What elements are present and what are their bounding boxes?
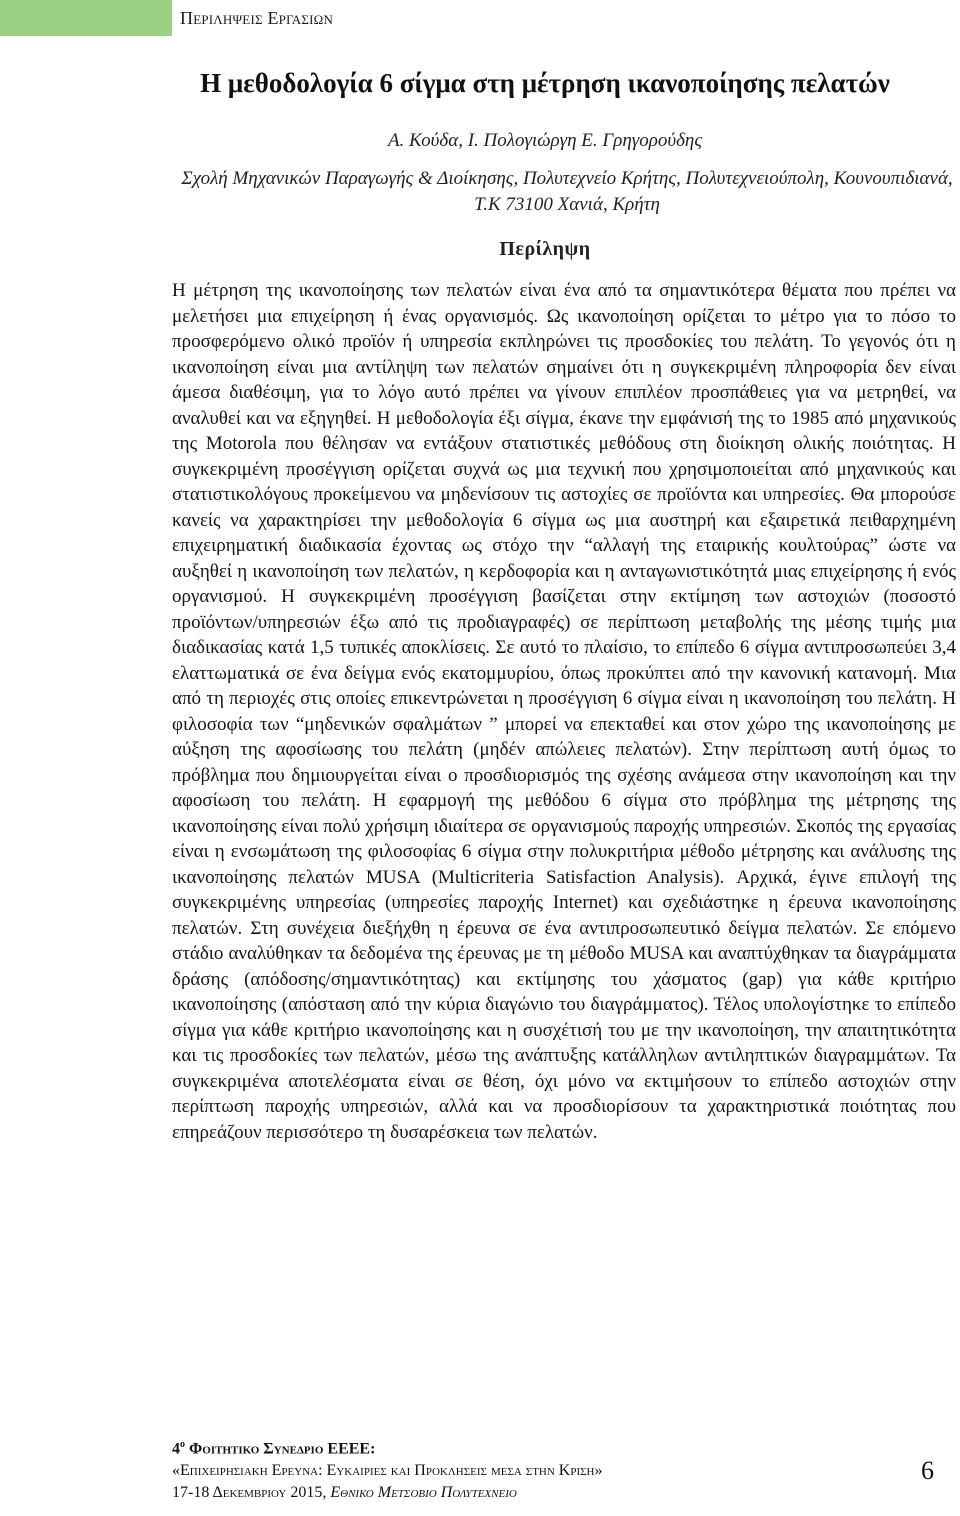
footer-conference-line [172,1434,960,1460]
paper-authors: Α. Κούδα, Ι. Πολογιώργη Ε. Γρηγορούδης [387,130,703,151]
page-number: 6 [921,1456,934,1485]
footer-dates: 17-18 Δεκεμβριου 2015, [172,1484,331,1502]
footer-conference-number: 4 [172,1440,180,1458]
header-color-bar [0,0,172,36]
paper-affiliation: Σχολή Μηχανικών Παραγωγής & Διοίκησης, Πολυτεχνείο Κρήτης, Πολυτεχνειούπολη, Κουνουπιδιανά, Τ.Κ 73100 Χανιά, Κρήτη [181,168,953,215]
abstract-heading: Περίληψη [499,238,591,260]
footer-conference-sup: ο [180,1439,185,1450]
section-label: Περιληψεισ Εργασιων [180,8,334,28]
footer-date-venue [172,1482,960,1504]
abstract-body: Η μέτρηση της ικανοποίησης των πελατών είναι ένα από τα σημαντικότερα θέματα που πρέπει να μελετήσει μια επιχείρηση ή ένας οργανισμός. Ως ικανοποίηση ορίζεται το μέτρο για το πόσο το προσφερόμενο ολικό προϊόν ή υπηρεσία εκπληρώνει τις προσδοκίες του πελάτη. Το γεγονός ότι η ικανοποίηση είναι μια αντίληψη των πελατών σημαίνει ότι η συγκεκριμένη πληροφορία δεν είναι άμεσα διαθέσιμη, για το λόγο αυτό πρέπει να γίνουν επιπλέον προσπάθειες για να μετρηθεί, να αναλυθεί και να εξηγηθεί. Η μεθοδολογία έξι σίγμα, έκανε την εμφάνισή της το 1985 από μηχανικούς της Motorola που θέλησαν να εντάξουν στατιστικές μεθόδους στη διοίκηση ολικής ποιότητας. Η συγκεκριμένη προσέγγιση ορίζεται συχνά ως μια τεχνική που χρησιμοποιείται από μηχανικούς και στατιστικολόγους προκείμενου να μηδενίσουν τις αστοχίες σε προϊόντα και υπηρεσίες. Θα μπορούσε κανείς να χαρακτηρίσει την μεθοδολογία 6 σίγμα ως μια αυστηρή και εξαιρετικά πειθαρχημένη επιχειρηματική διαδικασία έχοντας ως στόχο την “αλλαγή της εταιρικής κουλτούρας” ώστε να αυξηθεί η ικανοποίηση των πελατών, η κερδοφορία και η ανταγωνιστικότητά μιας επιχείρησης ή ενός οργανισμού. Η συγκεκριμένη προσέγγιση βασίζεται στην εκτίμηση των αστοχιών (ποσοστό προϊόντων/υπηρεσιών έξω από τις προδιαγραφές) σε περίπτωση μεταβολής της μέσης τιμής μια διαδικασίας κατά 1,5 τυπικές αποκλίσεις. Σε αυτό το πλαίσιο, το επίπεδο 6 σίγμα αντιπροσωπεύει 3,4 ελαττωματικά σε ένα δείγμα ενός εκατομμυρίου, όπως προκύπτει από την κανονική κατανομή. Μια από τη περιοχές στις οποίες επικεντρώνεται η προσέγγιση 6 σίγμα είναι η ικανοποίηση του πελάτη. Η φιλοσοφία των “μηδενικών σφαλμάτων ” μπορεί να επεκταθεί και στον χώρο της ικανοποίησης με αύξηση της αφοσίωσης του πελάτη (μηδέν απώλειες πελατών). Στην περίπτωση αυτή όμως το πρόβλημα που δημιουργείται είναι ο προσδιορισμός της σχέσης ανάμεσα στην ικανοποίηση και την αφοσίωση του πελάτη. Η εφαρμογή της μεθόδου 6 σίγμα στο πρόβλημα της μέτρησης της ικανοποίησης είναι πολύ χρήσιμη ιδιαίτερα σε οργανισμούς παροχής υπηρεσιών. Σκοπός της εργασίας είναι η ενσωμάτωση της φιλοσοφίας 6 σίγμα στην πολυκριτήρια μέθοδο μέτρησης και ανάλυσης της ικανοποίησης πελατών MUSA (Multicriteria Satisfaction Analysis). Αρχικά, έγινε επιλογή της συγκεκριμένης υπηρεσίας (υπηρεσίες παροχής Internet) και σχεδιάστηκε η έρευνα ικανοποίησης πελατών. Στη συνέχεια διεξήχθη η έρευνα σε ένα αντιπροσωπευτικό δείγμα πελατών. Σε επόμενο στάδιο αναλύθηκαν τα δεδομένα της έρευνας με τη μέθοδο MUSA και αναπτύχθηκαν τα διαγράμματα δράσης (απόδοσης/σημαντικότητας) και εκτίμησης του χάσματος (gap) για κάθε κριτήριο ικανοποίησης (απόσταση από την κύρια διαγώνιο του διαγράμματος). Τέλος υπολογίστηκε το επίπεδο σίγμα για κάθε κριτήριο ικανοποίησης και η συσχέτισή του με την ικανοποίηση, την απαιτητικότητα και τις προσδοκίες των πελατών, μέσω της ανάπτυξης κατάλληλων αντιληπτικών διαγραμμάτων. Τα συγκεκριμένα αποτελέσματα είναι σε θέση, όχι μόνο να εκτιμήσουν το επίπεδο αστοχιών στην περίπτωση παροχής υπηρεσιών, αλλά και να προσδιορίσουν τα χαρακτηριστικά ποιότητας που επηρεάζουν περισσότερο τη δυσαρέσκεια των πελατών. [172,280,956,1143]
footer-conference-theme: «Επιχειρησιακη Ερευνα: Ευκαιριες και Προκλησεις μεσα στην Κριση» [172,1462,603,1480]
footer-venue: Εθνικο Μετσοβιο Πολυτεχνειο [330,1484,517,1502]
paper-title: Η μεθοδολογία 6 σίγμα στη μέτρηση ικανοποίησης πελατών [200,68,890,98]
footer-conference-name: Φοιτητικο Συνεδριο ΕΕΕΕ: [189,1440,376,1458]
page-footer [172,1434,960,1504]
